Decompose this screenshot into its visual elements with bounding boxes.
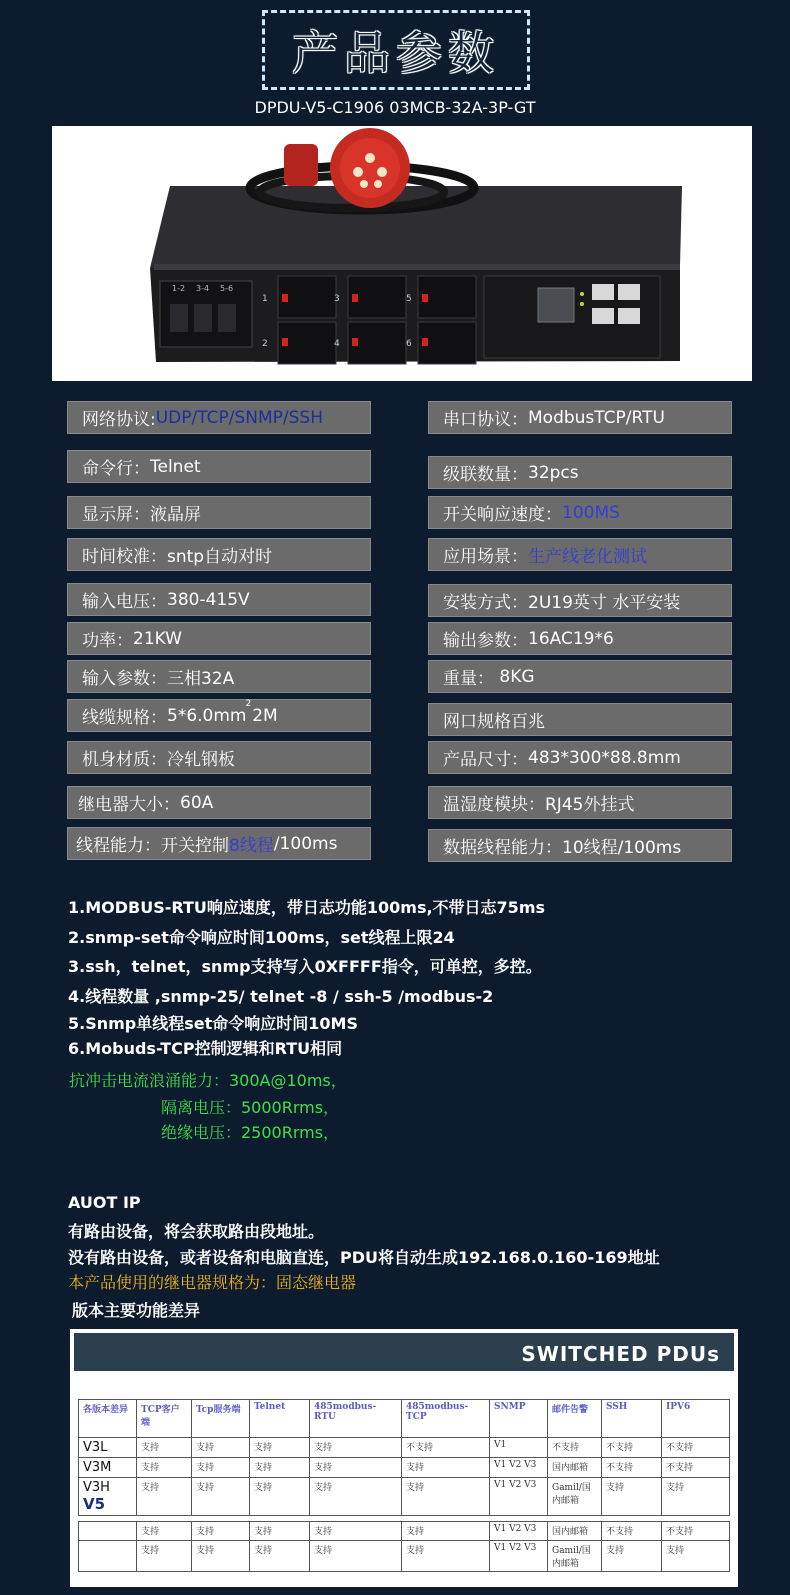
- page-title: 产品参数: [292, 26, 500, 80]
- spec-value: 10线程/100ms: [562, 838, 682, 858]
- spec-label: 输入电压：: [82, 592, 167, 612]
- note-item: 6.Mobuds-TCP控制逻辑和RTU相同: [68, 1038, 343, 1058]
- table-row: [79, 1541, 730, 1572]
- table-cell: 支持: [602, 1541, 662, 1572]
- spec-value: 21KW: [133, 628, 182, 649]
- version-label: V3H: [83, 1480, 110, 1495]
- table-cell: 支持: [310, 1458, 402, 1478]
- spec-output-params: [428, 622, 732, 655]
- table-cell: V3L: [79, 1438, 137, 1458]
- spec-value: UDP/TCP/SNMP/SSH: [155, 407, 324, 428]
- table-cell: 支持: [250, 1458, 310, 1478]
- spec-value: 60A: [180, 792, 214, 813]
- table-cell: 支持: [602, 1478, 662, 1516]
- table-header-row: [79, 1400, 730, 1438]
- table-cell: 不支持: [602, 1458, 662, 1478]
- isolation-voltage: 隔离电压：5000Rrms，: [161, 1098, 340, 1117]
- table-cell: 支持: [192, 1522, 250, 1541]
- spec-value: 2U19英寸 水平安装: [528, 593, 681, 613]
- spec-label: 输入参数：: [82, 669, 167, 689]
- table-cell: 支持: [137, 1458, 192, 1478]
- table-cell: 国内邮箱: [548, 1458, 602, 1478]
- note-item: 4.线程数量 ,snmp-25/ telnet -8 / ssh-5 /modbus-2: [68, 986, 494, 1006]
- spec-value: RJ45外挂式: [545, 795, 635, 815]
- table-row: [79, 1522, 730, 1541]
- spec-data-thread: [428, 829, 732, 862]
- spec-power: [67, 622, 371, 655]
- spec-value: 5*6.0mm: [167, 705, 247, 726]
- title-frame: [262, 10, 530, 90]
- table-cell: 支持: [402, 1541, 490, 1572]
- table-cell: 支持: [250, 1522, 310, 1541]
- table-header: SSH: [602, 1400, 662, 1438]
- spec-label: 线程能力：开关控制: [76, 836, 229, 856]
- spec-network-port: [428, 703, 732, 736]
- table-cell: 支持: [192, 1541, 250, 1572]
- spec-value: 483*300*88.8mm: [528, 747, 681, 768]
- spec-weight: [428, 660, 732, 693]
- spec-label: 开关响应速度：: [443, 505, 562, 525]
- table-cell: [79, 1541, 137, 1572]
- spec-suffix: /100ms: [273, 833, 338, 854]
- spec-label: 重量：: [443, 669, 494, 689]
- version-table-panel: [70, 1329, 738, 1587]
- spec-dimensions: [428, 741, 732, 774]
- table-header: IPV6: [662, 1400, 730, 1438]
- table-cell: 不支持: [662, 1458, 730, 1478]
- table-cell: 支持: [310, 1438, 402, 1458]
- table-cell: 不支持: [602, 1438, 662, 1458]
- table-cell: V1: [490, 1438, 548, 1458]
- table-cell: 支持: [137, 1438, 192, 1458]
- auto-ip-title: AUOT IP: [68, 1193, 141, 1212]
- table-cell: 支持: [310, 1478, 402, 1516]
- table-cell: 支持: [662, 1478, 730, 1516]
- port-label: 5-6: [220, 284, 234, 293]
- table-row: [79, 1438, 730, 1458]
- note-item: 5.Snmp单线程set命令响应时间10MS: [68, 1013, 358, 1033]
- spec-label: 产品尺寸：: [443, 750, 528, 770]
- spec-value: 生产线老化测试: [528, 547, 647, 567]
- note-item: 1.MODBUS-RTU响应速度，带日志功能100ms,不带日志75ms: [68, 898, 546, 917]
- note-item: 2.snmp-set命令响应时间100ms，set线程上限24: [68, 927, 455, 947]
- table-cell: [79, 1478, 137, 1516]
- outlet-number: 6: [406, 339, 412, 349]
- spec-display: [67, 496, 371, 529]
- table-cell: 支持: [250, 1438, 310, 1458]
- outlet-number: 1: [262, 294, 268, 304]
- spec-label: 命令行：: [82, 459, 150, 479]
- table-cell: 支持: [192, 1458, 250, 1478]
- table-header: 各版本差异: [79, 1400, 137, 1438]
- table-cell: 支持: [137, 1478, 192, 1516]
- spec-command-line: [67, 450, 371, 483]
- table-cell: 支持: [402, 1522, 490, 1541]
- table-cell: 支持: [192, 1478, 250, 1516]
- spec-label: 网络协议:: [82, 410, 156, 430]
- relay-type: 本产品使用的继电器规格为：固态继电器: [68, 1273, 357, 1292]
- spec-network-protocol: [67, 401, 371, 434]
- table-header: 485modbus-TCP: [402, 1400, 490, 1438]
- table-header: TCP客户端: [137, 1400, 192, 1438]
- spec-label: 网口规格: [443, 712, 511, 732]
- spec-value: 100MS: [562, 502, 620, 523]
- spec-relay-size: [67, 786, 371, 819]
- outlet-number: 4: [334, 339, 340, 349]
- table-cell: 支持: [402, 1458, 490, 1478]
- port-label: 3-4: [196, 284, 210, 293]
- spec-cable: [67, 699, 371, 732]
- table-header: Telnet: [250, 1400, 310, 1438]
- table-cell: V1 V2 V3: [490, 1522, 548, 1541]
- table-cell: 不支持: [662, 1522, 730, 1541]
- spec-value: ModbusTCP/RTU: [528, 407, 665, 428]
- spec-label: 应用场景：: [443, 547, 528, 567]
- table-cell: 支持: [137, 1522, 192, 1541]
- product-image: [52, 126, 752, 381]
- table-cell: [79, 1522, 137, 1541]
- table-cell: 支持: [137, 1541, 192, 1572]
- surge-capacity: 抗冲击电流浪涌能力：300A@10ms，: [69, 1071, 347, 1090]
- spec-temp-humidity: [428, 786, 732, 819]
- table-banner: SWITCHED PDUs: [74, 1333, 734, 1371]
- spec-label: 继电器大小：: [78, 795, 180, 815]
- spec-label: 显示屏：: [82, 505, 150, 525]
- spec-suffix: 2M: [252, 705, 278, 726]
- table-cell: 支持: [402, 1478, 490, 1516]
- port-label: 1-2: [172, 284, 186, 293]
- spec-value: 液晶屏: [150, 505, 201, 525]
- table-cell: 不支持: [402, 1438, 490, 1458]
- spec-thread-capability: [67, 827, 371, 860]
- spec-switch-speed: [428, 496, 732, 529]
- table-cell: V1 V2 V3: [490, 1478, 548, 1516]
- notes-list: [68, 893, 545, 1062]
- table-cell: 不支持: [602, 1522, 662, 1541]
- spec-value: 16AC19*6: [528, 628, 614, 649]
- table-header: 485modbus-RTU: [310, 1400, 402, 1438]
- spec-label: 时间校准：: [82, 547, 167, 567]
- auto-ip-line-1: 有路由设备，将会获取路由段地址。: [68, 1222, 325, 1241]
- version-label-v5: V5: [83, 1495, 106, 1513]
- spec-label: 级联数量：: [443, 465, 528, 485]
- spec-label: 机身材质：: [82, 750, 167, 770]
- version-table: [78, 1399, 730, 1572]
- table-cell: 不支持: [548, 1438, 602, 1458]
- note-item: 3.ssh，telnet，snmp支持写入0XFFFF指令，可单控，多控。: [68, 957, 542, 976]
- spec-superscript: 2: [245, 698, 252, 709]
- outlet-number: 2: [262, 339, 268, 349]
- spec-serial-protocol: [428, 401, 732, 434]
- table-cell: V1 V2 V3: [490, 1541, 548, 1572]
- table-row: [79, 1458, 730, 1478]
- spec-value: Telnet: [150, 456, 201, 477]
- spec-label: 温湿度模块：: [443, 795, 545, 815]
- spec-material: [67, 741, 371, 774]
- table-cell: 支持: [192, 1438, 250, 1458]
- spec-value: 380-415V: [167, 589, 250, 610]
- table-header: Tcp服务端: [192, 1400, 250, 1438]
- spec-value: 三相32A: [167, 669, 235, 689]
- outlet-number: 3: [334, 294, 340, 304]
- spec-label: 串口协议：: [443, 410, 528, 430]
- auto-ip-line-2: 没有路由设备，或者设备和电脑直连，PDU将自动生成192.168.0.160-169地址: [68, 1248, 660, 1267]
- model-number: DPDU-V5-C1906 03MCB-32A-3P-GT: [254, 98, 536, 117]
- spec-application: [428, 538, 732, 571]
- insulation-voltage: 绝缘电压：2500Rrms，: [161, 1123, 340, 1142]
- table-cell: V1 V2 V3: [490, 1458, 548, 1478]
- spec-value: 32pcs: [528, 462, 579, 483]
- spec-cascade: [428, 456, 732, 489]
- spec-value: 冷轧钢板: [167, 750, 235, 770]
- spec-label: 功率：: [82, 631, 133, 651]
- table-header: 邮件告警: [548, 1400, 602, 1438]
- table-cell: V3M: [79, 1458, 137, 1478]
- table-cell: 不支持: [662, 1438, 730, 1458]
- spec-label: 线缆规格：: [82, 708, 167, 728]
- table-header: SNMP: [490, 1400, 548, 1438]
- spec-label: 数据线程能力：: [443, 838, 562, 858]
- table-cell: 国内邮箱: [548, 1522, 602, 1541]
- spec-input-voltage: [67, 583, 371, 616]
- table-cell: Gamil/国内邮箱: [548, 1541, 602, 1572]
- spec-value: 8线程: [229, 836, 274, 856]
- outlet-number: 5: [406, 294, 412, 304]
- spec-value: sntp自动对时: [167, 547, 273, 567]
- table-cell: 支持: [662, 1541, 730, 1572]
- spec-value: 8KG: [494, 666, 535, 687]
- table-cell: 支持: [310, 1522, 402, 1541]
- table-cell: 支持: [310, 1541, 402, 1572]
- table-cell: 支持: [250, 1541, 310, 1572]
- spec-value: 百兆: [511, 712, 545, 732]
- version-diff-title: 版本主要功能差异: [72, 1301, 201, 1320]
- spec-label: 安装方式：: [443, 593, 528, 613]
- spec-input-params: [67, 660, 371, 693]
- spec-mounting: [428, 584, 732, 617]
- table-cell: Gamil/国内邮箱: [548, 1478, 602, 1516]
- table-cell: 支持: [250, 1478, 310, 1516]
- spec-label: 输出参数：: [443, 631, 528, 651]
- table-row: [79, 1478, 730, 1516]
- spec-time-sync: [67, 538, 371, 571]
